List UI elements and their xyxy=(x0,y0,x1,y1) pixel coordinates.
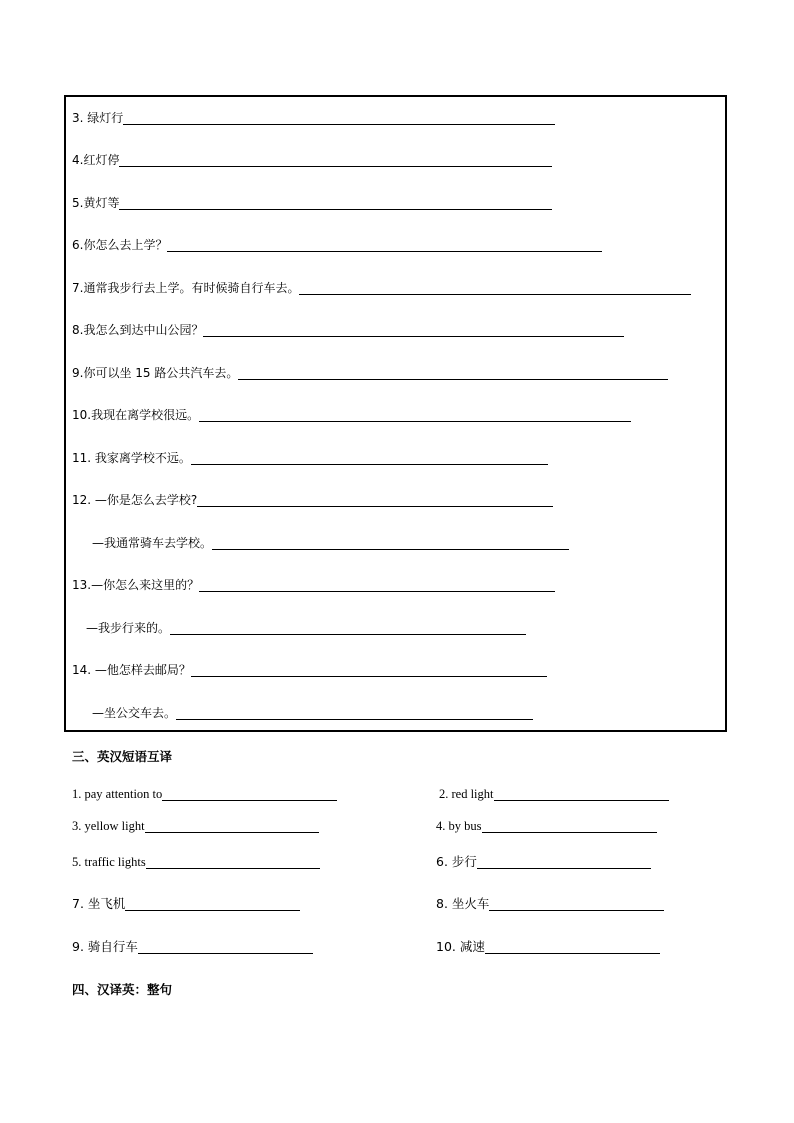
answer-blank[interactable] xyxy=(167,239,602,252)
phrase-2 xyxy=(439,787,669,801)
phrase-4 xyxy=(436,819,657,833)
answer-blank[interactable] xyxy=(146,856,320,869)
question-8 xyxy=(72,323,624,337)
question-text: 14. —他怎样去邮局？ xyxy=(72,663,191,677)
phrase-8 xyxy=(436,897,664,911)
question-13b xyxy=(86,621,526,635)
answer-blank[interactable] xyxy=(138,941,313,954)
phrase-text: 7. 坐飞机 xyxy=(72,896,126,911)
section4-title: 四、汉译英：整句 xyxy=(72,982,173,997)
answer-blank[interactable] xyxy=(212,537,569,550)
question-3 xyxy=(72,111,555,125)
question-7 xyxy=(72,281,691,295)
question-text: 10.我现在离学校很远。 xyxy=(72,408,200,422)
answer-blank[interactable] xyxy=(119,154,552,167)
question-text: 6.你怎么去上学？ xyxy=(72,238,168,252)
phrase-1 xyxy=(72,787,337,801)
phrase-9 xyxy=(72,940,313,954)
question-6 xyxy=(72,238,602,252)
phrase-text: 4. by bus xyxy=(436,819,482,833)
answer-blank[interactable] xyxy=(191,664,547,677)
answer-blank[interactable] xyxy=(482,820,657,833)
question-14b xyxy=(92,706,533,720)
phrase-text: 1. pay attention to xyxy=(72,787,163,801)
answer-blank[interactable] xyxy=(123,112,555,125)
question-text: —坐公交车去。 xyxy=(92,706,177,720)
answer-blank[interactable] xyxy=(477,856,651,869)
answer-blank[interactable] xyxy=(170,622,526,635)
question-text: 5.黄灯等 xyxy=(72,196,120,210)
question-text: —我步行来的。 xyxy=(86,621,171,635)
phrase-text: 8. 坐火车 xyxy=(436,896,490,911)
question-12b xyxy=(92,536,569,550)
phrase-3 xyxy=(72,819,319,833)
question-text: 7.通常我步行去上学。有时候骑自行车去。 xyxy=(72,281,300,295)
question-text: 4.红灯停 xyxy=(72,153,120,167)
question-text: 12. —你是怎么去学校? xyxy=(72,493,198,507)
phrase-5 xyxy=(72,855,320,869)
answer-blank[interactable] xyxy=(203,324,624,337)
answer-blank[interactable] xyxy=(199,409,631,422)
question-10 xyxy=(72,408,631,422)
answer-blank[interactable] xyxy=(494,788,669,801)
answer-blank[interactable] xyxy=(125,898,300,911)
question-5 xyxy=(72,196,552,210)
question-text: 3. 绿灯行 xyxy=(72,111,124,125)
answer-blank[interactable] xyxy=(485,941,660,954)
answer-blank[interactable] xyxy=(299,282,691,295)
phrase-text: 2. red light xyxy=(439,787,494,801)
answer-blank[interactable] xyxy=(145,820,319,833)
answer-blank[interactable] xyxy=(489,898,664,911)
phrase-text: 6. 步行 xyxy=(436,854,477,869)
question-4 xyxy=(72,153,552,167)
question-9 xyxy=(72,366,668,380)
answer-blank[interactable] xyxy=(176,707,533,720)
question-12a xyxy=(72,493,553,507)
phrase-7 xyxy=(72,897,300,911)
question-14a xyxy=(72,663,547,677)
question-text: —我通常骑车去学校。 xyxy=(92,536,213,550)
phrase-text: 3. yellow light xyxy=(72,819,145,833)
phrase-text: 9. 骑自行车 xyxy=(72,939,138,954)
question-text: 13.—你怎么来这里的？ xyxy=(72,578,200,592)
phrase-text: 10. 减速 xyxy=(436,939,485,954)
question-text: 11. 我家离学校不远。 xyxy=(72,451,191,465)
answer-blank[interactable] xyxy=(197,494,553,507)
phrase-10 xyxy=(436,940,660,954)
question-text: 9.你可以坐 15 路公共汽车去。 xyxy=(72,366,239,380)
question-text: 8.我怎么到达中山公园？ xyxy=(72,323,204,337)
answer-blank[interactable] xyxy=(119,197,552,210)
answer-blank[interactable] xyxy=(238,367,668,380)
phrase-6 xyxy=(436,855,651,869)
answer-blank[interactable] xyxy=(191,452,548,465)
answer-blank[interactable] xyxy=(199,579,555,592)
answer-blank[interactable] xyxy=(162,788,337,801)
phrase-text: 5. traffic lights xyxy=(72,855,146,869)
section3-title: 三、英汉短语互译 xyxy=(72,749,173,764)
question-11 xyxy=(72,451,548,465)
question-13a xyxy=(72,578,555,592)
